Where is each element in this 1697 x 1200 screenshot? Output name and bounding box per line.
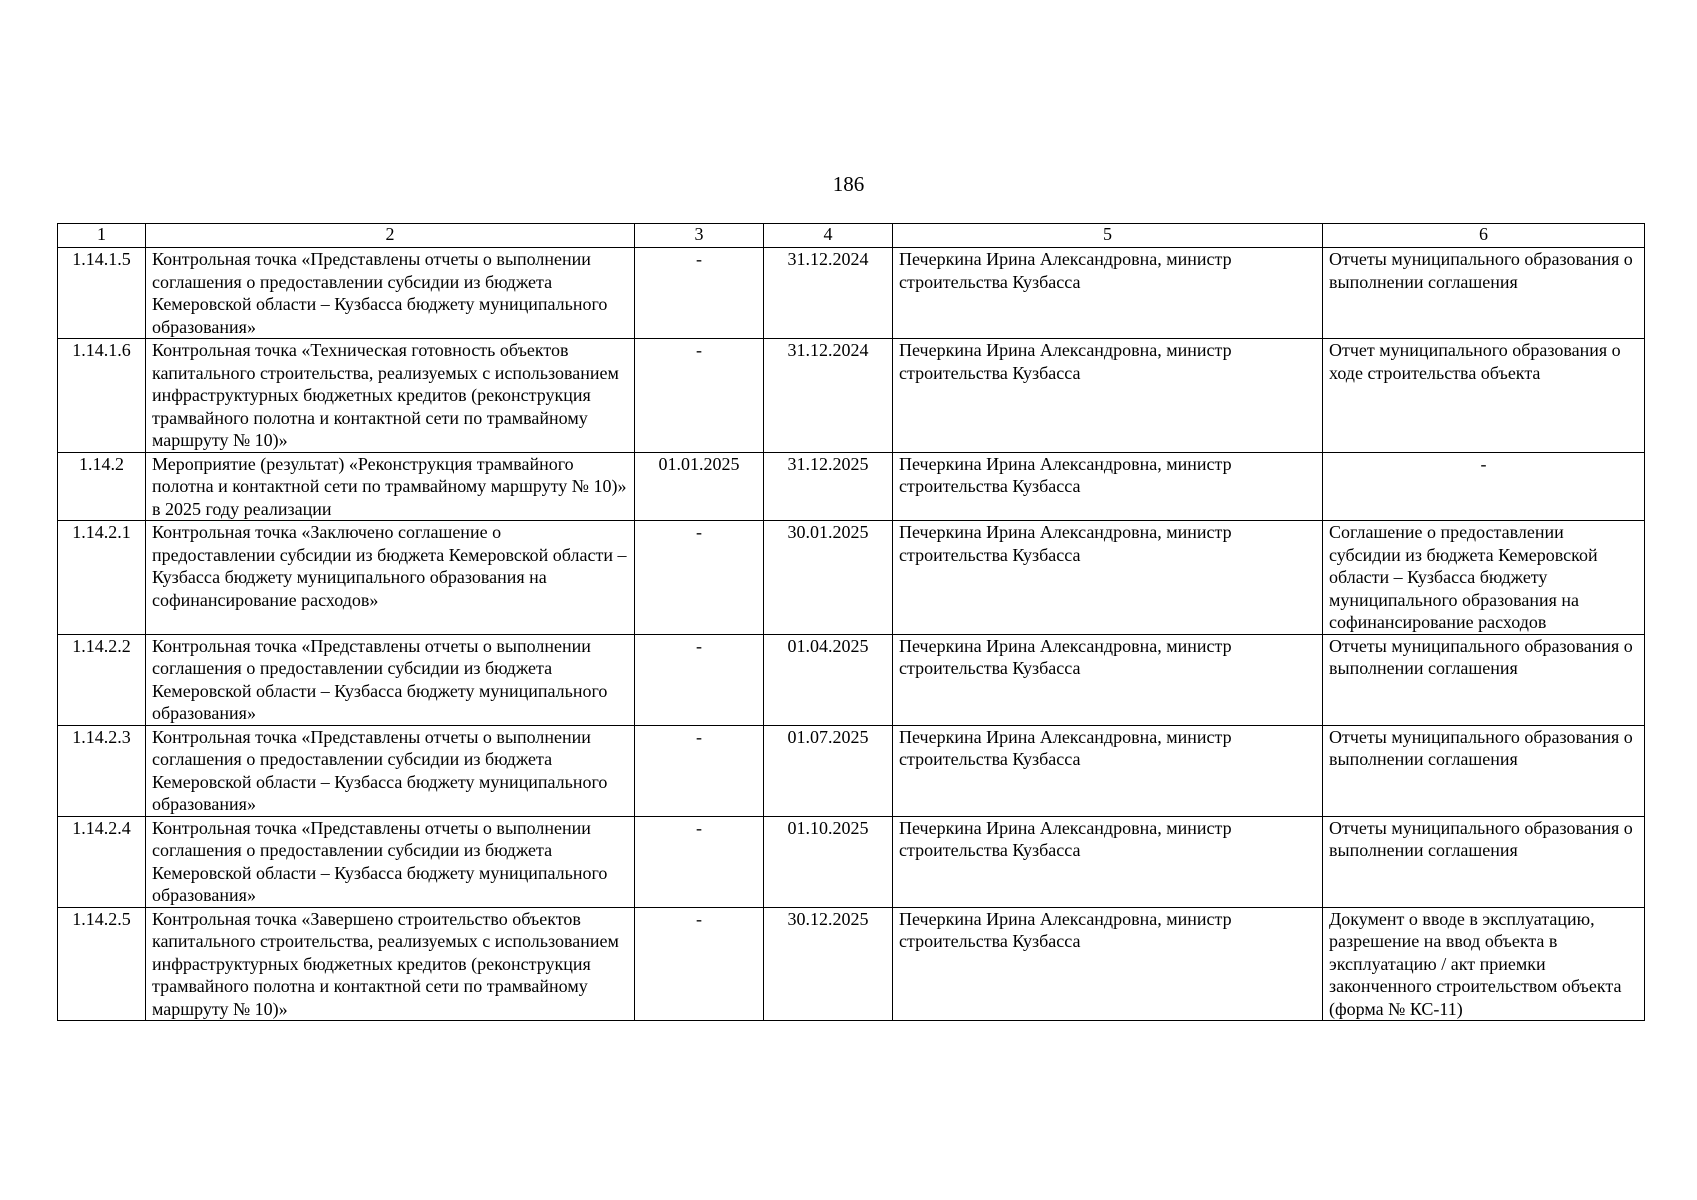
table-row [58, 339, 1645, 453]
plan-table [57, 223, 1645, 1021]
table-row [58, 452, 1645, 521]
row-document: Отчет муниципального образования о ходе строительства объекта [1323, 339, 1645, 453]
row-start-date: - [635, 339, 764, 453]
row-number: 1.14.2.1 [58, 521, 146, 635]
header-cell: 3 [635, 224, 764, 248]
row-document: Отчеты муниципального образования о выполнении соглашения [1323, 816, 1645, 907]
row-start-date: 01.01.2025 [635, 452, 764, 521]
row-number: 1.14.2.3 [58, 725, 146, 816]
row-end-date: 01.10.2025 [764, 816, 893, 907]
page-number: 186 [832, 172, 865, 196]
row-name: Контрольная точка «Техническая готовность объектов капитального строительства, реализуемых с использованием инфраструктурных бюджетных кредитов (реконструкция трамвайного полотна и контактной сети по трамвайному маршруту № 10)» [146, 339, 635, 453]
row-name: Контрольная точка «Представлены отчеты о выполнении соглашения о предоставлении субсидии из бюджета Кемеровской области – Кузбасса бюджету муниципального образования» [146, 725, 635, 816]
row-end-date: 31.12.2024 [764, 248, 893, 339]
header-cell: 6 [1323, 224, 1645, 248]
table-row [58, 907, 1645, 1021]
row-number: 1.14.1.5 [58, 248, 146, 339]
row-document: Отчеты муниципального образования о выполнении соглашения [1323, 634, 1645, 725]
row-name: Контрольная точка «Представлены отчеты о выполнении соглашения о предоставлении субсидии из бюджета Кемеровской области – Кузбасса бюджету муниципального образования» [146, 634, 635, 725]
header-cell: 5 [893, 224, 1323, 248]
header-cell: 1 [58, 224, 146, 248]
row-start-date: - [635, 248, 764, 339]
row-end-date: 31.12.2024 [764, 339, 893, 453]
row-start-date: - [635, 725, 764, 816]
header-row [58, 224, 1645, 248]
row-name: Контрольная точка «Представлены отчеты о выполнении соглашения о предоставлении субсидии из бюджета Кемеровской области – Кузбасса бюджету муниципального образования» [146, 248, 635, 339]
row-responsible: Печеркина Ирина Александровна, министр строительства Кузбасса [893, 248, 1323, 339]
row-start-date: - [635, 907, 764, 1021]
row-number: 1.14.1.6 [58, 339, 146, 453]
row-responsible: Печеркина Ирина Александровна, министр строительства Кузбасса [893, 816, 1323, 907]
row-responsible: Печеркина Ирина Александровна, министр строительства Кузбасса [893, 725, 1323, 816]
header-cell: 2 [146, 224, 635, 248]
table-row [58, 521, 1645, 635]
row-end-date: 30.12.2025 [764, 907, 893, 1021]
header-cell: 4 [764, 224, 893, 248]
row-number: 1.14.2.2 [58, 634, 146, 725]
table-row [58, 634, 1645, 725]
row-end-date: 01.04.2025 [764, 634, 893, 725]
row-responsible: Печеркина Ирина Александровна, министр строительства Кузбасса [893, 521, 1323, 635]
row-name: Контрольная точка «Завершено строительство объектов капитального строительства, реализуемых с использованием инфраструктурных бюджетных кредитов (реконструкция трамвайного полотна и контактной сети по трамвайному маршруту № 10)» [146, 907, 635, 1021]
row-responsible: Печеркина Ирина Александровна, министр строительства Кузбасса [893, 907, 1323, 1021]
row-number: 1.14.2.5 [58, 907, 146, 1021]
row-responsible: Печеркина Ирина Александровна, министр строительства Кузбасса [893, 634, 1323, 725]
row-document: - [1323, 452, 1645, 521]
row-end-date: 30.01.2025 [764, 521, 893, 635]
row-number: 1.14.2 [58, 452, 146, 521]
row-start-date: - [635, 634, 764, 725]
table-row [58, 816, 1645, 907]
row-name: Контрольная точка «Представлены отчеты о выполнении соглашения о предоставлении субсидии из бюджета Кемеровской области – Кузбасса бюджету муниципального образования» [146, 816, 635, 907]
row-start-date: - [635, 816, 764, 907]
table-row [58, 248, 1645, 339]
row-document: Отчеты муниципального образования о выполнении соглашения [1323, 725, 1645, 816]
row-responsible: Печеркина Ирина Александровна, министр строительства Кузбасса [893, 339, 1323, 453]
row-name: Контрольная точка «Заключено соглашение о предоставлении субсидии из бюджета Кемеровской области – Кузбасса бюджету муниципального образования на софинансирование расходов» [146, 521, 635, 635]
table-row [58, 725, 1645, 816]
row-responsible: Печеркина Ирина Александровна, министр строительства Кузбасса [893, 452, 1323, 521]
row-start-date: - [635, 521, 764, 635]
row-end-date: 31.12.2025 [764, 452, 893, 521]
row-number: 1.14.2.4 [58, 816, 146, 907]
row-name: Мероприятие (результат) «Реконструкция трамвайного полотна и контактной сети по трамвайному маршруту № 10)» в 2025 году реализации [146, 452, 635, 521]
row-document: Соглашение о предоставлении субсидии из бюджета Кемеровской области – Кузбасса бюджету муниципального образования на софинансирование расходов [1323, 521, 1645, 635]
row-document: Документ о вводе в эксплуатацию, разрешение на ввод объекта в эксплуатацию / акт приемки законченного строительством объекта (форма № КС-11) [1323, 907, 1645, 1021]
row-document: Отчеты муниципального образования о выполнении соглашения [1323, 248, 1645, 339]
row-end-date: 01.07.2025 [764, 725, 893, 816]
